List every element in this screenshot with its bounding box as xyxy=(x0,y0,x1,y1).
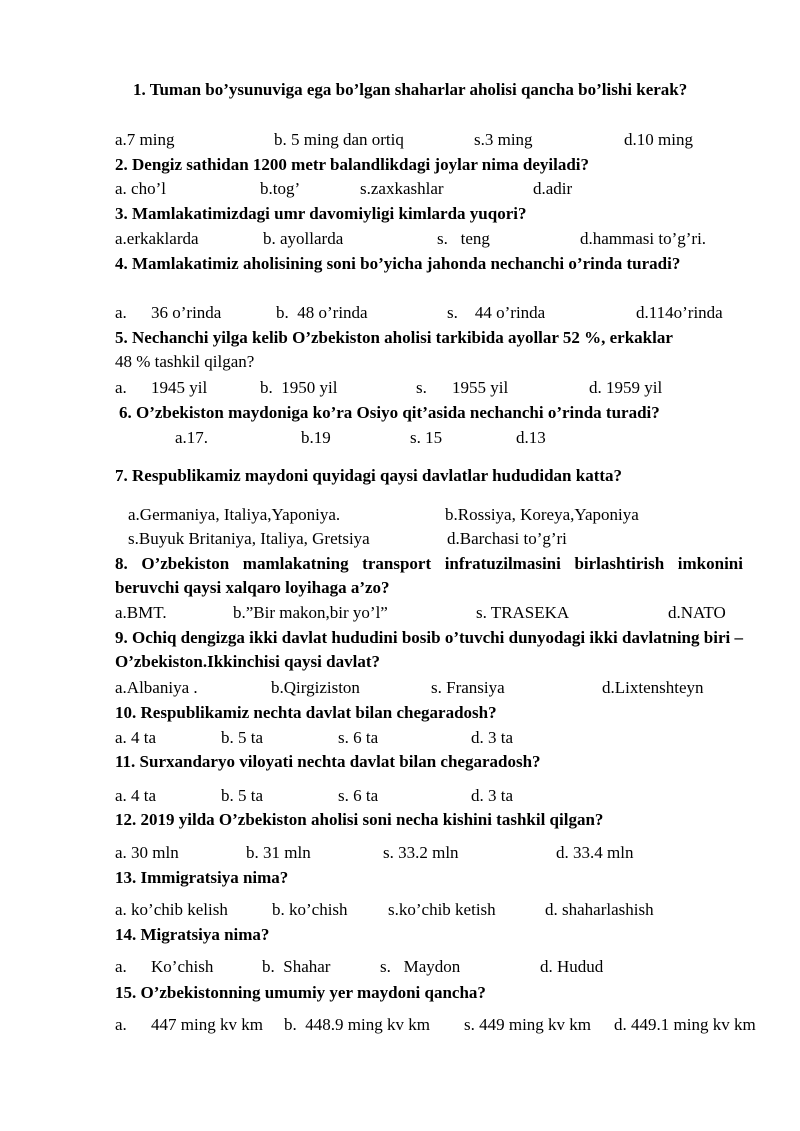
option-s: s. 15 xyxy=(410,428,443,447)
option-b: b. 5 ming dan ortiq xyxy=(274,130,404,149)
option-s: s. 6 ta xyxy=(338,728,379,747)
option-s: s.Buyuk Britaniya, Italiya, Gretsiya xyxy=(128,529,370,548)
option-a: a. xyxy=(115,957,127,976)
option-b: b.tog’ xyxy=(260,179,301,198)
option-a: a.erkaklarda xyxy=(115,229,199,248)
question-9: 9. Ochiq dengizga ikki davlat hududini bosib o’tuvchi dunyodagi ikki davlatning biri –O’zbekiston.Ikkinchisi qaysi davlat? xyxy=(115,628,743,671)
question-10: 10. Respublikamiz nechta davlat bilan chegaradosh? xyxy=(115,703,497,722)
option-s: s. 44 o’rinda xyxy=(447,303,546,322)
options-2 xyxy=(0,177,800,201)
options-1 xyxy=(0,128,800,152)
question-13: 13. Immigratsiya nima? xyxy=(115,868,289,887)
option-d: d. 33.4 mln xyxy=(556,843,634,862)
option-a: a. cho’l xyxy=(115,179,166,198)
option-a: a. 4 ta xyxy=(115,786,157,805)
option-d: d. 3 ta xyxy=(471,786,514,805)
options-8 xyxy=(0,601,800,625)
option-b: b. 5 ta xyxy=(221,728,264,747)
option-d: d.adir xyxy=(533,179,573,198)
option-b: b. ayollarda xyxy=(263,229,344,248)
option-b: b.Rossiya, Koreya,Yaponiya xyxy=(445,505,639,524)
options-7-row-1 xyxy=(0,503,800,527)
question-5-bold: 5. Nechanchi yilga kelib O’zbekiston aholisi tarkibida ayollar 52 %, erkaklar xyxy=(115,328,673,347)
option-b: b. 48 o’rinda xyxy=(276,303,368,322)
option-b: b.”Bir makon,bir yo’l” xyxy=(233,603,388,622)
option-a: a.17. xyxy=(175,428,209,447)
question-2: 2. Dengiz sathidan 1200 metr balandlikdagi joylar nima deyiladi? xyxy=(115,155,590,174)
option-s: s.zaxkashlar xyxy=(360,179,444,198)
options-14 xyxy=(0,955,800,979)
option-s: s. Maydon xyxy=(380,957,461,976)
option-b: b.19 xyxy=(301,428,331,447)
option-d: d.hammasi to’g’ri. xyxy=(580,229,707,248)
option-d: d. shaharlashish xyxy=(545,900,654,919)
question-6: 6. O’zbekiston maydoniga ko’ra Osiyo qit’asida nechanchi o’rinda turadi? xyxy=(119,403,660,422)
question-14: 14. Migratsiya nima? xyxy=(115,925,270,944)
option-d: d. 449.1 ming kv km xyxy=(614,1015,756,1034)
option-a-text: Ko’chish xyxy=(151,957,214,976)
question-5 xyxy=(115,326,743,374)
option-d: d.Lixtenshteyn xyxy=(602,678,704,697)
option-d: d.NATO xyxy=(668,603,726,622)
option-a: a.Albaniya . xyxy=(115,678,198,697)
option-a: a. xyxy=(115,378,127,397)
option-b: b. ko’chish xyxy=(272,900,348,919)
question-4: 4. Mamlakatimiz aholisining soni bo’yicha jahonda nechanchi o’rinda turadi? xyxy=(115,254,681,273)
option-d: d. 3 ta xyxy=(471,728,514,747)
option-s: s. xyxy=(416,378,427,397)
option-a: a.BMT. xyxy=(115,603,167,622)
options-10 xyxy=(0,726,800,750)
option-d: d. Hudud xyxy=(540,957,604,976)
option-s: s. teng xyxy=(437,229,490,248)
question-1: 1. Tuman bo’ysunuviga ega bo’lgan shaharlar aholisi qancha bo’lishi kerak? xyxy=(133,80,688,99)
options-15 xyxy=(0,1013,800,1037)
option-b: b. 448.9 ming kv km xyxy=(284,1015,430,1034)
options-5 xyxy=(0,376,800,400)
option-a-text: 447 ming kv km xyxy=(151,1015,263,1034)
option-a-text: 36 o’rinda xyxy=(151,303,222,322)
option-b: b. 31 mln xyxy=(246,843,311,862)
option-a: a. ko’chib kelish xyxy=(115,900,228,919)
option-s: s.ko’chib ketish xyxy=(388,900,496,919)
options-3 xyxy=(0,227,800,251)
question-8: 8. O’zbekiston mamlakatning transport infratuzilmasini birlashtirish imkonini beruvchi qaysi xalqaro loyihaga a’zo? xyxy=(115,554,743,597)
option-d: d.10 ming xyxy=(624,130,693,149)
options-12 xyxy=(0,841,800,865)
option-d: d.13 xyxy=(516,428,546,447)
option-s: s. 449 ming kv km xyxy=(464,1015,592,1034)
option-b: b. 5 ta xyxy=(221,786,264,805)
option-s: s.3 ming xyxy=(474,130,533,149)
options-9 xyxy=(0,676,800,700)
option-b: b. Shahar xyxy=(262,957,331,976)
options-6 xyxy=(0,426,800,450)
option-a: a.7 ming xyxy=(115,130,175,149)
options-7-row-2 xyxy=(0,527,800,551)
option-s-text: 1955 yil xyxy=(452,378,509,397)
option-d: d.Barchasi to’g’ri xyxy=(447,529,567,548)
options-4 xyxy=(0,301,800,325)
option-d: d. 1959 yil xyxy=(589,378,663,397)
option-s: s. 33.2 mln xyxy=(383,843,459,862)
option-s: s. TRASEKA xyxy=(476,603,570,622)
option-b: b.Qirgiziston xyxy=(271,678,360,697)
option-s: s. 6 ta xyxy=(338,786,379,805)
question-7: 7. Respublikamiz maydoni quyidagi qaysi davlatlar hududidan katta? xyxy=(115,466,623,485)
option-a-text: 1945 yil xyxy=(151,378,208,397)
option-d: d.114o’rinda xyxy=(636,303,723,322)
question-3: 3. Mamlakatimizdagi umr davomiyligi kimlarda yuqori? xyxy=(115,204,527,223)
options-11 xyxy=(0,784,800,808)
option-a: a. xyxy=(115,1015,127,1034)
options-13 xyxy=(0,898,800,922)
question-5-normal: 48 % tashkil qilgan? xyxy=(115,352,255,371)
question-15: 15. O’zbekistonning umumiy yer maydoni qancha? xyxy=(115,983,486,1002)
option-s: s. Fransiya xyxy=(431,678,505,697)
option-a: a.Germaniya, Italiya,Yaponiya. xyxy=(128,505,341,524)
question-11: 11. Surxandaryo viloyati nechta davlat bilan chegaradosh? xyxy=(115,752,541,771)
question-12: 12. 2019 yilda O’zbekiston aholisi soni necha kishini tashkil qilgan? xyxy=(115,810,604,829)
option-b: b. 1950 yil xyxy=(260,378,338,397)
option-a: a. xyxy=(115,303,127,322)
option-a: a. 30 mln xyxy=(115,843,179,862)
option-a: a. 4 ta xyxy=(115,728,157,747)
